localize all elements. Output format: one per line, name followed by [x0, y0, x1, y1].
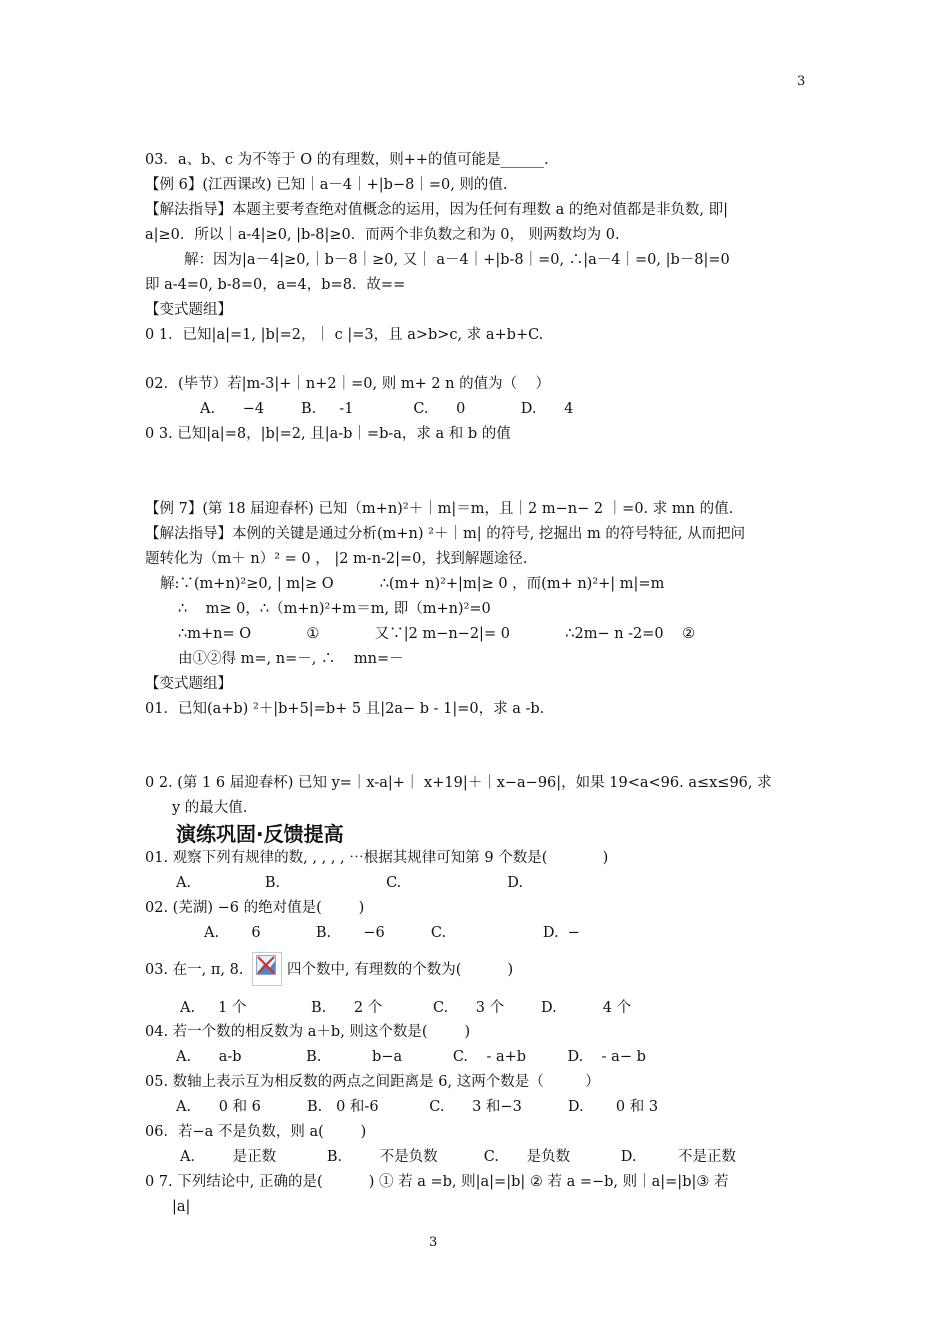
exercise-01-text: 01. 观察下列有规律的数, , , , , ⋯根据其规律可知第 9 个数是( ) — [145, 850, 609, 866]
example-7-solution-line-2: ∴ m≥ 0，∴（m+n)²+m＝m, 即（m+n)²=0 — [178, 601, 491, 617]
exercise-01-options: A. B. C. D. — [176, 875, 524, 891]
exercise-07-text-cont: |a| — [172, 1199, 191, 1215]
variation-group-heading: 【变式题组】 — [145, 302, 232, 318]
example-7-solution-line-4: 由①②得 m=, n=－, ∴ mn=－ — [178, 651, 404, 667]
exercise-05-text: 05. 数轴上表示互为相反数的两点之间距离是 6, 这两个数是（ ） — [145, 1074, 600, 1090]
broken-image-icon — [252, 952, 282, 986]
variation-2-02-text: 0 2. (第 1 6 届迎春杯) 已知 y=｜x-a|+｜ x+19|＋｜x−a−96|，如果 19<a<96. a≤x≤96, 求 — [145, 775, 772, 791]
variation-2-02-text-cont: y 的最大值. — [172, 800, 248, 816]
solution-guide-line-2: a|≥0．所以｜a-4|≥0, |b-8|≥0．而两个非负数之和为 0， 则两数均为 0. — [145, 227, 620, 243]
page-number-bottom: 3 — [429, 1235, 438, 1250]
exercise-05-options: A. 0 和 6 B. 0 和-6 C. 3 和−3 D. 0 和 3 — [176, 1099, 659, 1115]
exercise-03-text-end: 四个数中, 有理数的个数为( ) — [287, 962, 514, 978]
variation-01-text: 0 1．已知|a|=1, |b|=2，｜ c |=3，且 a>b>c, 求 a+b+C. — [145, 327, 544, 343]
exercise-03-text-start: 03. 在一, π, 8. — [145, 962, 244, 978]
exercise-04-text: 04. 若一个数的相反数为 a＋b, 则这个数是( ) — [145, 1024, 471, 1040]
exercise-06-text: 06．若−a 不是负数，则 a( ) — [145, 1124, 367, 1140]
solution-line-1: 解：因为|a－4|≥0,｜b－8｜≥0, 又｜ a－4｜+|b-8｜=0, ∴|a－4｜=0, |b－8|=0 — [184, 252, 730, 268]
section-heading: 演练巩固·反馈提高 — [176, 822, 344, 846]
exercise-06-options: A． 是正数 B． 不是负数 C. 是负数 D. 不是正数 — [180, 1149, 736, 1165]
example-7-title: 【例 7】(第 18 届迎春杯) 已知（m+n)²＋｜m|＝m，且｜2 m−n− 2 ｜=0. 求 mn 的值. — [145, 501, 734, 517]
example-6-title: 【例 6】(江西课改) 已知｜a－4｜+|b−8｜=0, 则的值. — [145, 177, 508, 193]
example-7-solution-line-1: 解:∵(m+n)²≥0, | m|≥ O ∴(m+ n)²+|m|≥ 0 ，而(m+ n)²+| m|=m — [160, 576, 665, 592]
variation-2-01-text: 01．已知(a+b) ²＋|b+5|=b+ 5 且|2a− b - 1|=0，求 a -b. — [145, 701, 545, 717]
example-7-guide-line-2: 题转化为（m＋ n）² = 0 ， |2 m-n-2|=0，找到解题途径. — [145, 551, 528, 567]
variation-02-options: A. −4 B. -1 C. 0 D. 4 — [200, 401, 574, 417]
variation-02-text: 02．(毕节）若|m-3|+｜n+2｜=0, 则 m+ 2 n 的值为（ ） — [145, 376, 551, 392]
exercise-02-text: 02. (芜湖) −6 的绝对值是( ) — [145, 900, 365, 916]
exercise-07-text: 0 7. 下列结论中, 正确的是( ) ① 若 a =b, 则|a|=|b| ② 若 a =−b, 则｜a|=|b|③ 若 — [145, 1174, 729, 1190]
example-7-guide-line-1: 【解法指导】本例的关键是通过分析(m+n) ²＋｜m| 的符号, 挖掘出 m 的符号特征, 从而把问 — [145, 526, 746, 542]
exercise-02-options: A. 6 B. −6 C. D. − — [204, 925, 580, 941]
variation-group-heading-2: 【变式题组】 — [145, 676, 232, 692]
solution-line-2: 即 a-4=0, b-8=0，a=4，b=8．故== — [145, 277, 406, 293]
page-number-top: 3 — [797, 74, 806, 89]
question-03-text: 03．a、b、c 为不等于 O 的有理数，则++的值可能是______. — [145, 152, 549, 168]
solution-guide-line-1: 【解法指导】本题主要考查绝对值概念的运用，因为任何有理数 a 的绝对值都是非负数, 即| — [145, 202, 728, 218]
exercise-04-options: A. a-b B. b−a C. - a+b D. - a− b — [176, 1049, 646, 1065]
variation-03-text: 0 3. 已知|a|=8，|b|=2, 且|a-b｜=b-a，求 a 和 b 的值 — [145, 426, 511, 442]
exercise-03-options: A. 1 个 B. 2 个 C. 3 个 D. 4 个 — [180, 1000, 632, 1016]
example-7-solution-line-3: ∴m+n= O ① 又∵|2 m−n−2|= 0 ∴2m− n -2=0 ② — [178, 626, 696, 642]
